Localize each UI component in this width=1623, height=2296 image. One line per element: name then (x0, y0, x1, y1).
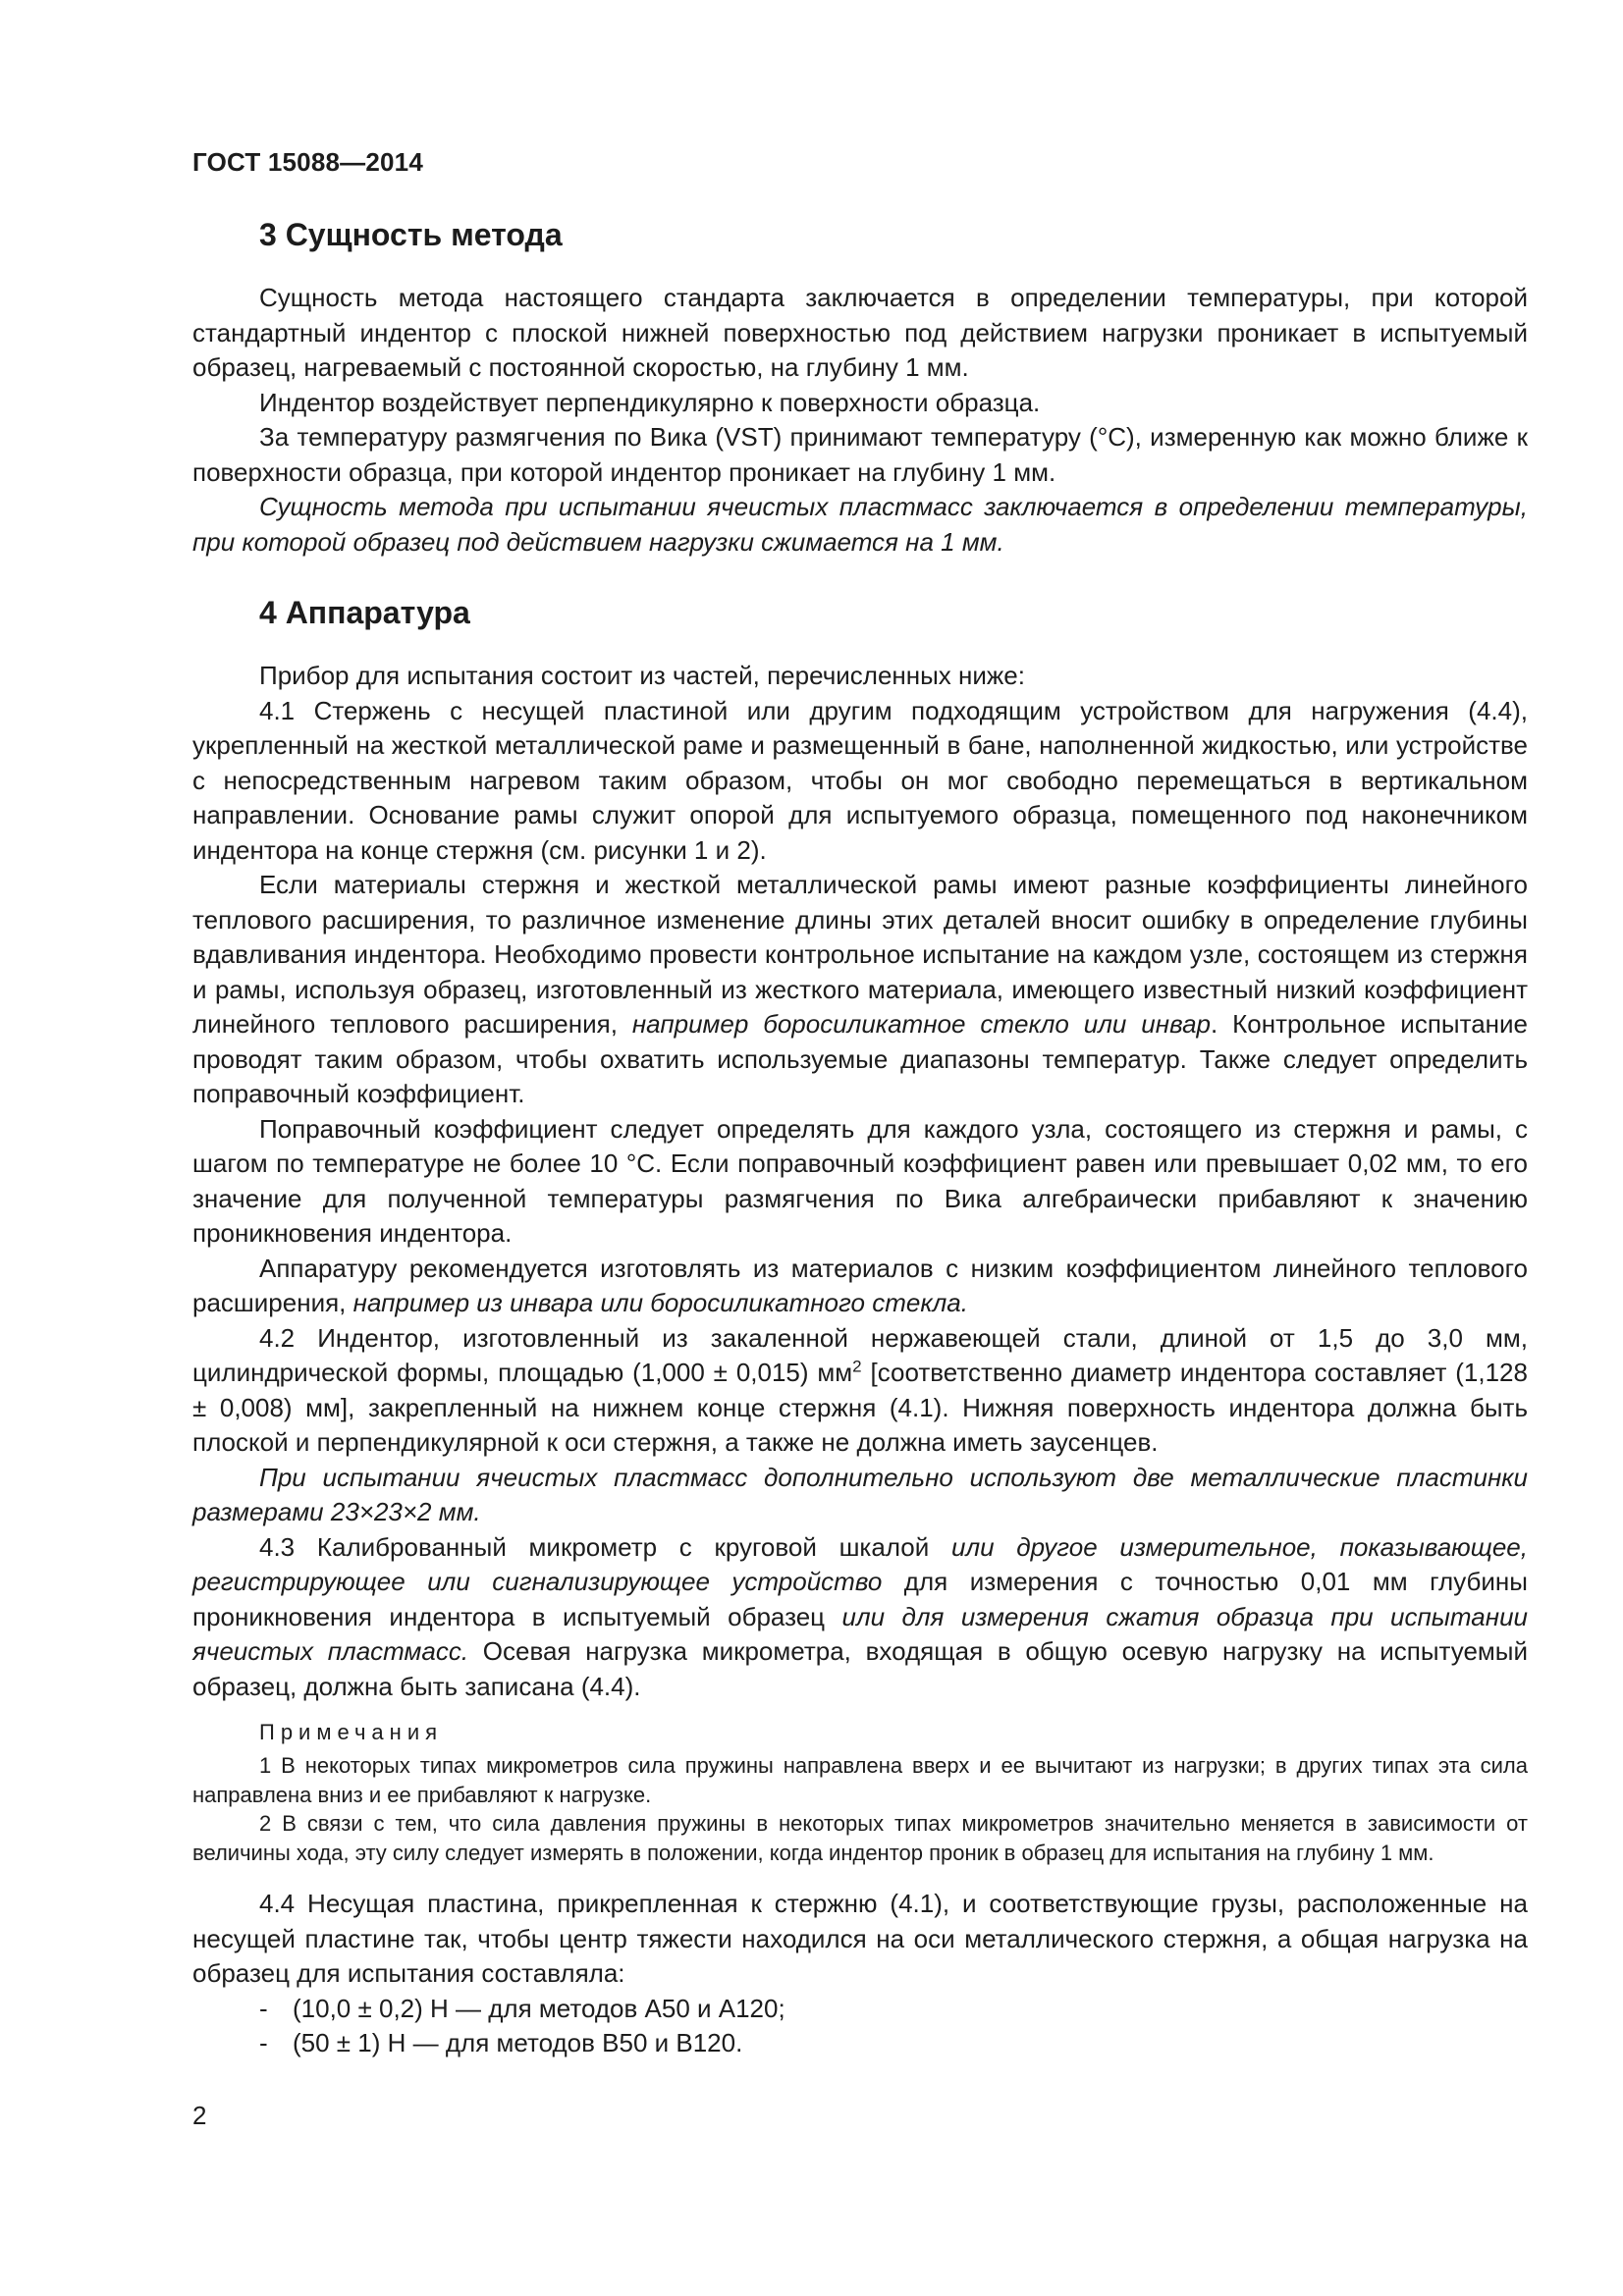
page-number: 2 (192, 2101, 207, 2130)
section-4-title: 4 Аппаратура (259, 595, 470, 630)
notes-block (192, 1720, 1528, 1867)
load-list (192, 1992, 1528, 2061)
paragraph-italic: Сущность метода при испытании ячеистых пластмасс заключается в определении температуры, при которой образец под действием нагрузки сжимается на 1 мм. (192, 492, 1528, 557)
paragraph: За температуру размягчения по Вика (VST) принимают температуру (°C), измеренную как можно ближе к поверхности образца, при которой индентор проникает на глубину 1 мм. (192, 422, 1528, 487)
paragraph: Сущность метода настоящего стандарта заключается в определении температуры, при которой стандартный индентор с плоской нижней поверхностью под действием нагрузки проникает в испытуемый образец, нагреваемый с постоянной скоростью, на глубину 1 мм. (192, 283, 1528, 382)
section-3-body (192, 281, 1528, 560)
note-item: 1 В некоторых типах микрометров сила пружины направлена вверх и ее вычитают из нагрузки; в других типах эта сила направлена вниз и ее прибавляют к нагрузке. (192, 1753, 1528, 1807)
paragraph: Индентор воздействует перпендикулярно к поверхности образца. (259, 387, 1041, 417)
clause-4-2: 4.2 Индентор, изготовленный из закаленной нержавеющей стали, длиной от 1,5 до 3,0 мм, цилиндрической формы, площадью (1,000 ± 0,015) $мм^2$ [соответственно диаметр индентора составляет (1,128 ± 0,008) мм], закрепленный на нижнем конце стержня (4.1). Нижняя поверхность индентора должна быть плоской и перпендикулярной к оси стержня, а также не должна иметь заусенцев. (192, 1322, 1528, 1457)
clause-4-1: 4.1 Стержень с несущей пластиной или другим подходящим устройством для нагружения (4.4), укрепленный на жесткой металлической раме и размещенный в бане, наполненной жидкостью, или устройстве с непосредственным нагревом таким образом, чтобы он мог свободно перемещаться в вертикальном направлении. Основание рамы служит опорой для испытуемого образца, помещенного под наконечником индентора на конце стержня (см. рисунки 1 и 2). (192, 695, 1528, 865)
section-4-body (192, 659, 1528, 2061)
section-3-title: 3 Сущность метода (259, 217, 563, 252)
document-code-header: ГОСТ 15088—2014 (192, 147, 423, 177)
list-item: - (50 ± 1) Н — для методов В50 и В120. (259, 2028, 743, 2057)
paragraph: Поправочный коэффициент следует определять для каждого узла, состоящего из стержня и рамы, с шагом по температуре не более 10 °C. Если поправочный коэффициент равен или превышает 0,02 мм, то его значение для полученной температуры размягчения по Вика алгебраически прибавляют к значению проникновения индентора. (192, 1113, 1528, 1248)
clause-4-3: 4.3 Калиброванный микрометр с круговой шкалой или другое измерительное, показывающее, регистрирующее или сигнализирующее устройство для измерения с точностью 0,01 мм глубины проникновения индентора в испытуемый образец или для измерения сжатия образца при испытании ячеистых пластмасс. Осевая нагрузка микрометра, входящая в общую осевую нагрузку на испытуемый образец, должна быть записана (4.4). (192, 1531, 1528, 1701)
document-page (192, 147, 1528, 2061)
note-item: 2 В связи с тем, что сила давления пружины в некоторых типах микрометров значительно меняется в зависимости от величины хода, эту силу следует измерять в положении, когда индентор проник в образец для испытания на глубину 1 мм. (192, 1811, 1528, 1865)
paragraph-italic: При испытании ячеистых пластмасс дополнительно используют две металлические пластинки размерами 23×23×2 мм. (192, 1462, 1528, 1526)
paragraph: Прибор для испытания состоит из частей, перечисленных ниже: (259, 661, 1025, 690)
clause-4-4: 4.4 Несущая пластина, прикрепленная к стержню (4.1), и соответствующие грузы, расположенные на несущей пластине так, чтобы центр тяжести находился на оси металлического стержня, а общая нагрузка на образец для испытания составляла: (192, 1889, 1528, 1988)
paragraph: Если материалы стержня и жесткой металлической рамы имеют разные коэффициенты линейного теплового расширения, то различное изменение длины этих деталей вносит ошибку в определение глубины вдавливания индентора. Необходимо провести контрольное испытание на каждом узле, состоящем из стержня и рамы, используя образец, изготовленный из жесткого материала, имеющего известный низкий коэффициент линейного теплового расширения, например боросиликатное стекло или инвар. Контрольное испытание проводят таким образом, чтобы охватить используемые диапазоны температур. Также следует определить поправочный коэффициент. (192, 870, 1528, 1108)
paragraph: Аппаратуру рекомендуется изготовлять из материалов с низким коэффициентом линейного теплового расширения, например из инвара или боросиликатного стекла. (192, 1253, 1528, 1317)
notes-title: Примечания (259, 1720, 444, 1744)
list-item: - (10,0 ± 0,2) Н — для методов А50 и А120; (259, 1993, 785, 2023)
